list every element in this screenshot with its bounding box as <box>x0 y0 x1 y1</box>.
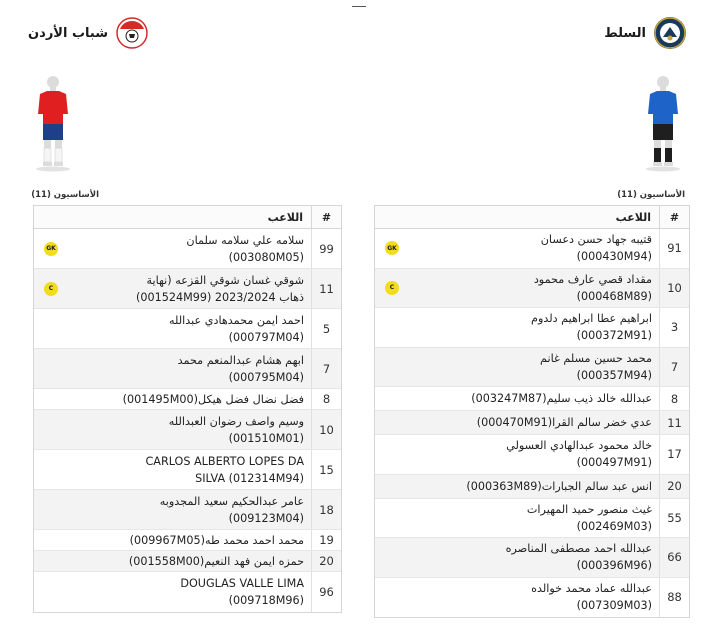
player-cell <box>375 269 659 308</box>
player-name[interactable]: احمد ايمن محمدهادي عبدالله (000797M04) <box>169 313 304 344</box>
table-row[interactable] <box>375 387 689 411</box>
table-row[interactable] <box>34 229 341 269</box>
home-team-header[interactable] <box>604 16 686 50</box>
home-lineup-table <box>374 205 690 618</box>
player-name[interactable]: عامر عبدالحكيم سعيد المجدوبه (009123M04) <box>159 494 304 525</box>
player-cell <box>34 269 311 308</box>
away-kit-icon <box>33 74 73 172</box>
player-number: 8 <box>659 387 689 410</box>
table-header <box>34 206 341 229</box>
player-name[interactable]: سلامه علي سلامه سلمان (003080M05) <box>186 233 304 264</box>
player-number: 10 <box>311 410 341 449</box>
table-row[interactable] <box>375 308 689 348</box>
player-cell <box>375 499 659 538</box>
player-name[interactable]: عبدالله خالد ذيب سليم(003247M87) <box>471 392 652 405</box>
player-number: 20 <box>311 551 341 571</box>
player-name[interactable]: ابراهيم عطا ابراهيم دلدوم (000372M91) <box>531 312 652 343</box>
home-team-logo <box>654 17 686 49</box>
player-cell <box>34 410 311 449</box>
player-cell <box>375 308 659 347</box>
player-number: 55 <box>659 499 689 538</box>
captain-badge: C <box>44 282 58 296</box>
table-row[interactable] <box>375 435 689 475</box>
player-name[interactable]: خالد محمود عبدالهادي العسولي (000497M91) <box>506 439 652 470</box>
player-cell <box>34 389 311 409</box>
table-row[interactable] <box>34 269 341 309</box>
player-cell <box>375 229 659 268</box>
player-name[interactable]: انس عبد سالم الجبارات(000363M89) <box>466 479 652 493</box>
player-cell <box>34 490 311 529</box>
header-player: اللاعب <box>267 210 303 224</box>
player-cell <box>34 572 311 612</box>
player-name[interactable]: عبدالله عماد محمد خوالده (007309M03) <box>531 582 652 613</box>
player-number: 17 <box>659 435 689 474</box>
player-cell <box>34 551 311 571</box>
player-name[interactable]: CARLOS ALBERTO LOPES DA SILVA (012314M94) <box>145 454 304 485</box>
player-name[interactable]: فضل نضال فضل هيكل(001495M00) <box>122 392 304 406</box>
table-row[interactable] <box>375 348 689 388</box>
player-name[interactable]: حمزه ايمن فهد النعيم(001558M00) <box>128 554 304 568</box>
player-name[interactable]: عبدالله احمد مصطفى المناصره (000396M96) <box>505 542 652 573</box>
player-name[interactable]: وسيم واصف رضوان العبدالله (001510M01) <box>168 414 304 445</box>
home-kit-icon <box>643 74 683 172</box>
player-number: 91 <box>659 229 689 268</box>
player-name[interactable]: عدي خضر سالم القرا(000470M91) <box>476 416 652 429</box>
home-starters-label: الأساسيون (11) <box>617 190 685 200</box>
player-cell <box>34 229 311 268</box>
table-row[interactable] <box>34 490 341 530</box>
player-number: 7 <box>311 349 341 388</box>
table-row[interactable] <box>375 411 689 435</box>
player-cell <box>34 450 311 489</box>
captain-badge: C <box>385 281 399 295</box>
table-row[interactable] <box>375 229 689 269</box>
player-name[interactable]: محمد احمد محمد طه(009967M05) <box>129 533 304 547</box>
table-row[interactable] <box>34 450 341 490</box>
player-number: 19 <box>311 530 341 550</box>
away-team-name: شباب الأردن <box>28 25 108 41</box>
player-number: 18 <box>311 490 341 529</box>
player-number: 88 <box>659 578 689 618</box>
player-number: 7 <box>659 348 689 387</box>
player-cell <box>375 578 659 618</box>
table-row[interactable] <box>34 309 341 349</box>
away-team-header[interactable] <box>28 16 148 50</box>
player-cell <box>34 349 311 388</box>
player-number: 15 <box>311 450 341 489</box>
player-number: 8 <box>311 389 341 409</box>
table-row[interactable] <box>375 269 689 309</box>
table-row[interactable] <box>34 389 341 410</box>
player-number: 96 <box>311 572 341 612</box>
player-name[interactable]: محمد حسين مسلم غانم (000357M94) <box>540 351 652 382</box>
table-row[interactable] <box>34 349 341 389</box>
table-row[interactable] <box>375 578 689 618</box>
table-row[interactable] <box>34 572 341 612</box>
header-number: # <box>311 206 341 228</box>
player-cell <box>375 411 659 434</box>
table-row[interactable] <box>375 475 689 499</box>
player-number: 10 <box>659 269 689 308</box>
player-number: 99 <box>311 229 341 268</box>
away-starters-label: الأساسيون (11) <box>31 190 99 200</box>
player-name[interactable]: غيث منصور حميد المهيرات (002469M03) <box>526 502 652 533</box>
top-handle <box>352 6 366 7</box>
player-number: 3 <box>659 308 689 347</box>
player-number: 66 <box>659 538 689 577</box>
player-number: 11 <box>311 269 341 308</box>
table-row[interactable] <box>34 551 341 572</box>
table-row[interactable] <box>34 530 341 551</box>
table-row[interactable] <box>34 410 341 450</box>
player-cell <box>375 348 659 387</box>
goalkeeper-badge: GK <box>44 242 58 256</box>
player-cell <box>375 475 659 498</box>
player-cell <box>375 387 659 410</box>
player-name[interactable]: شوقي غسان شوقي القزعه (نهاية ذهاب 2023/2024 (001524M99) <box>135 273 304 304</box>
table-row[interactable] <box>375 538 689 578</box>
table-row[interactable] <box>375 499 689 539</box>
player-number: 5 <box>311 309 341 348</box>
player-name[interactable]: ابهم هشام عبدالمنعم محمد (000795M04) <box>177 353 304 384</box>
player-name[interactable]: DOUGLAS VALLE LIMA (009718M96) <box>180 577 304 607</box>
player-number: 20 <box>659 475 689 498</box>
table-header <box>375 206 689 229</box>
player-cell <box>375 435 659 474</box>
player-cell <box>34 309 311 348</box>
away-lineup-table <box>33 205 342 613</box>
player-number: 11 <box>659 411 689 434</box>
away-team-logo <box>116 17 148 49</box>
player-cell <box>375 538 659 577</box>
header-number: # <box>659 206 689 228</box>
player-name[interactable]: قتيبه جهاد حسن دعسان (000430M94) <box>540 233 652 264</box>
goalkeeper-badge: GK <box>385 241 399 255</box>
home-team-name: السلط <box>604 25 646 41</box>
player-cell <box>34 530 311 550</box>
player-name[interactable]: مقداد قصي عارف محمود (000468M89) <box>533 272 652 303</box>
header-player: اللاعب <box>615 210 651 224</box>
